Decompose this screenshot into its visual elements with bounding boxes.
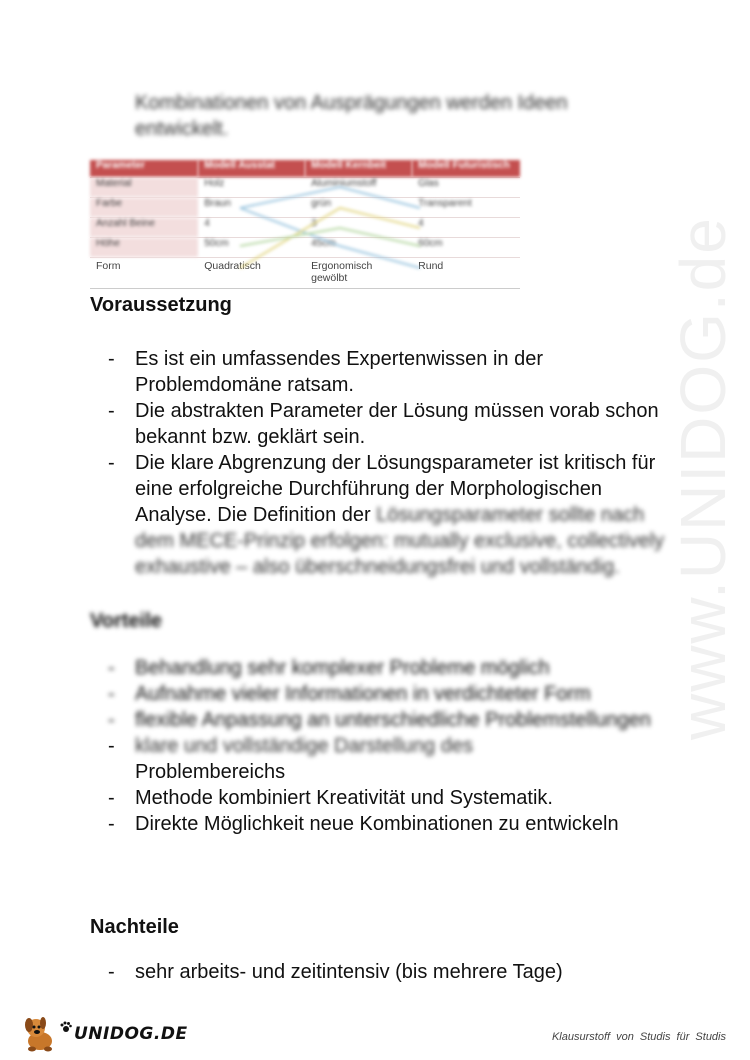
table-header-cell: Modell Kernbeit <box>305 160 412 178</box>
table-cell: Ergonomisch gewölbt <box>305 258 412 289</box>
section-heading-voraussetzung: Voraussetzung <box>90 294 232 316</box>
nachteile-list <box>108 959 668 985</box>
dog-mascot-icon <box>22 1015 58 1053</box>
list-item-text: Methode kombiniert Kreativität und Systematik. <box>135 787 553 809</box>
table-header-cell: Modell Futuristisch <box>412 160 520 178</box>
table-param-cell: Form <box>90 258 198 289</box>
table-cell: Transparent <box>412 198 520 218</box>
section-heading-nachteile: Nachteile <box>90 916 179 938</box>
list-item <box>108 707 668 733</box>
list-item <box>108 450 668 580</box>
table-cell: 3 <box>305 218 412 238</box>
list-item-blurred-text: Aufnahme vieler Informationen in verdichteter Form <box>135 683 591 705</box>
table-header-row <box>90 160 520 178</box>
morphological-box-table <box>90 160 520 289</box>
table-cell: 4 <box>198 218 305 238</box>
table-param-cell: Material <box>90 178 198 198</box>
footer-tagline: Klausurstoff von Studis für Studis <box>551 1031 726 1043</box>
table-row <box>90 238 520 258</box>
list-item <box>108 811 668 837</box>
list-item-text: sehr arbeits- und zeitintensiv (bis mehrere Tage) <box>135 961 563 983</box>
list-item <box>108 655 668 681</box>
table-cell: 4 <box>412 218 520 238</box>
list-item-text: Problembereichs <box>135 761 286 783</box>
table-header-cell: Parameter <box>90 160 198 178</box>
list-item-text: Die klare Abgrenzung der Lösungsparameter ist kritisch für eine erfolgreiche Durchführung der Morphologischen Analyse. Die Definition der <box>135 452 656 526</box>
table-row <box>90 258 520 289</box>
list-item-blurred-text: flexible Anpassung an unterschiedliche Problemstellungen <box>135 709 651 731</box>
list-item-text: Es ist ein umfassendes Expertenwissen in der Problemdomäne ratsam. <box>135 348 543 396</box>
table-param-cell: Anzahl Beine <box>90 218 198 238</box>
table-cell: Quadratisch <box>198 258 305 289</box>
list-item <box>108 959 668 985</box>
list-item-text: Direkte Möglichkeit neue Kombinationen zu entwickeln <box>135 813 619 835</box>
footer-logo <box>22 1014 188 1054</box>
list-item <box>108 733 668 785</box>
table-cell: 50cm <box>198 238 305 258</box>
list-item-text: Die abstrakten Parameter der Lösung müssen vorab schon bekannt bzw. geklärt sein. <box>135 400 659 448</box>
voraussetzung-list <box>108 346 668 580</box>
list-item-blurred-text: klare und vollständige Darstellung des <box>135 735 473 757</box>
table-row <box>90 218 520 238</box>
table-cell: Braun <box>198 198 305 218</box>
footer-brand: UNIDOG.DE <box>74 1024 188 1044</box>
table-cell: Aluminiumstoff <box>305 178 412 198</box>
table-cell: Holz <box>198 178 305 198</box>
list-item <box>108 346 668 398</box>
table-row <box>90 198 520 218</box>
watermark: www.UNIDOG.de <box>667 216 739 740</box>
table-cell: 60cm <box>412 238 520 258</box>
table-param-cell: Höhe <box>90 238 198 258</box>
vorteile-list <box>108 655 668 837</box>
table-cell: Glas <box>412 178 520 198</box>
list-item <box>108 398 668 450</box>
table-header-cell: Modell Ausstat <box>198 160 305 178</box>
table-cell: Rund <box>412 258 520 289</box>
table-cell: 45cm <box>305 238 412 258</box>
list-item-blurred-text: Behandlung sehr komplexer Probleme möglich <box>135 657 550 679</box>
table-row <box>90 178 520 198</box>
table-param-cell: Farbe <box>90 198 198 218</box>
intro-text: Kombinationen von Ausprägungen werden Ideen entwickelt. <box>135 92 568 140</box>
paw-icon <box>60 1021 72 1033</box>
list-item <box>108 785 668 811</box>
table-cell: grün <box>305 198 412 218</box>
section-heading-vorteile: Vorteile <box>90 610 162 632</box>
list-item-blurred-text: Lösungsparameter sollte nach dem MECE-Prinzip erfolgen: mutually exclusive, collectively exhaustive – also überschneidungsfrei und vollständig. <box>135 504 665 578</box>
list-item <box>108 681 668 707</box>
